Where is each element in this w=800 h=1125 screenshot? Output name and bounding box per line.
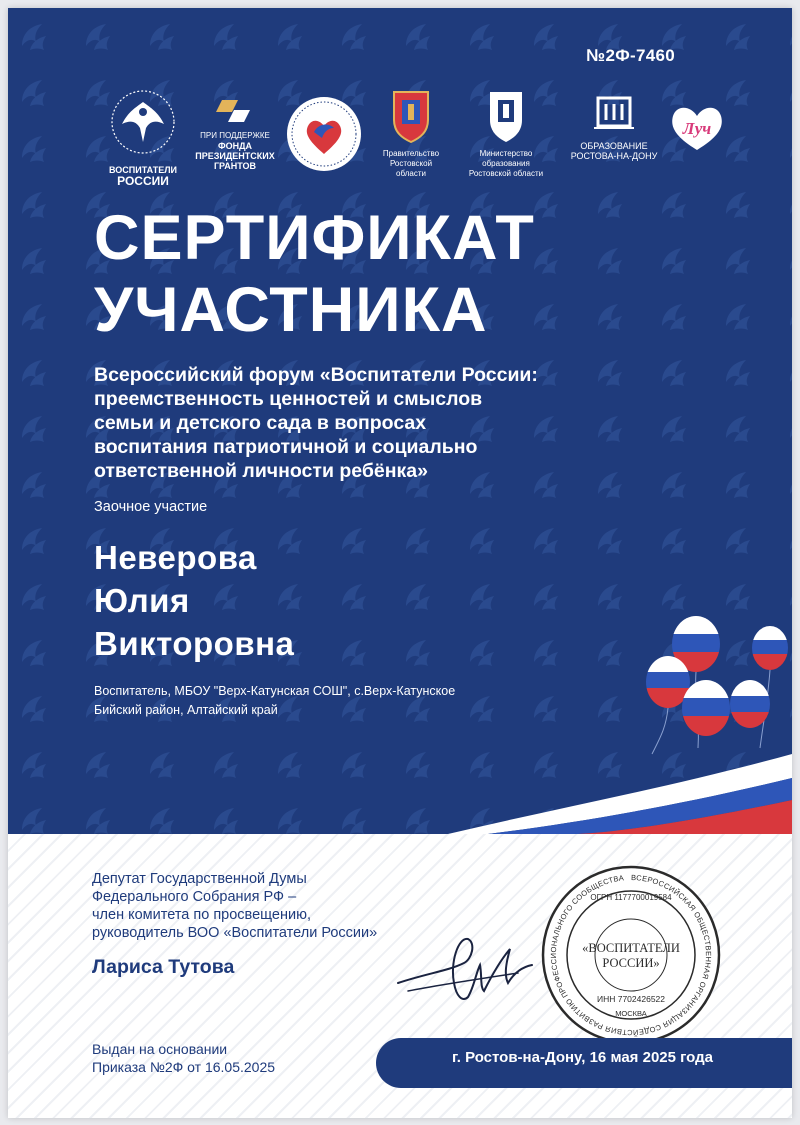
participant-name [94, 536, 294, 665]
participant-first-name: Юлия [94, 582, 190, 619]
forum-name [94, 363, 694, 483]
forum-line5: ответственной личности ребёнка» [94, 460, 428, 482]
issue-basis [92, 1040, 275, 1076]
ministry-of-education-logo [456, 86, 556, 179]
participant-surname: Неверова [94, 539, 257, 576]
presidential-grants-logo [192, 96, 278, 171]
ministry-line3: Ростовской области [468, 169, 544, 178]
certificate-page [8, 8, 792, 1118]
deputy-line2: Федерального Собрания РФ – [92, 889, 297, 905]
deputy-line4: руководитель ВОО «Воспитатели России» [92, 925, 378, 941]
luch-logo [663, 100, 731, 159]
voo-caption-line2: РОССИИ [117, 174, 169, 188]
luch-heart-icon [663, 100, 731, 154]
official-stamp [536, 860, 726, 1050]
voo-logo [100, 88, 186, 188]
balloons-illustration [638, 608, 792, 758]
education-book-icon [568, 92, 660, 136]
certificate-title [94, 202, 535, 346]
position-line2: Бийский район, Алтайский край [94, 703, 278, 717]
forum-line1: Всероссийский форум «Воспитатели России: [94, 364, 538, 386]
certificate-number: №2Ф-7460 [586, 46, 675, 65]
rostov-coat-of-arms-icon [372, 86, 450, 144]
voo-caption-line1: ВОСПИТАТЕЛИ [109, 165, 177, 175]
basis-line1: Выдан на основании [92, 1041, 228, 1057]
title-line2: УЧАСТНИКА [94, 275, 488, 345]
ministry-line1: Министерство [479, 149, 533, 158]
participation-type: Заочное участие [94, 499, 208, 515]
forum-line3: семьи и детского сада в вопросах [94, 412, 427, 434]
participant-patronymic: Викторовна [94, 625, 295, 662]
education-rostov-logo [568, 92, 660, 161]
luch-logo-text: Луч [682, 119, 712, 138]
participant-position [94, 682, 534, 720]
government-line1: Правительство [382, 149, 440, 158]
ministry-line2: образования [482, 159, 530, 168]
balloon-icon [728, 678, 772, 730]
education-line1: ОБРАЗОВАНИЕ [580, 141, 648, 151]
fund-line1: ПРИ ПОДДЕРЖКЕ [200, 131, 270, 140]
fund-line3: ПРЕЗИДЕНТСКИХ [195, 151, 275, 161]
ministry-coat-of-arms-icon [456, 86, 556, 144]
government-line3: области [396, 169, 426, 178]
deputy-line3: член комитета по просвещению, [92, 907, 312, 923]
forum-line4: воспитания патриотичной и социально [94, 436, 478, 458]
russian-flag-wave [448, 738, 792, 834]
grants-fund-icon [192, 96, 278, 126]
deputy-title [92, 870, 377, 942]
rostov-government-logo [372, 86, 450, 179]
voo-emblem-icon [100, 88, 186, 160]
position-line1: Воспитатель, МБОУ "Верх-Катунская СОШ", с.Верх-Катунское [94, 684, 456, 698]
stamp-ring-text: ВСЕРОССИЙСКАЯ ОБЩЕСТВЕННАЯ ОРГАНИЗАЦИЯ СОДЕЙСТВИЯ РАЗВИТИЮ ПРОФЕССИОНАЛЬНОГО СООБЩЕСТВА [548, 872, 713, 1038]
government-line2: Ростовской [389, 159, 433, 168]
heart-circle-logo [284, 94, 364, 179]
stamp-inn: ИНН 7702426522 [596, 994, 666, 1004]
signer-name: Лариса Тутова [92, 956, 235, 978]
stamp-city: МОСКВА [615, 1009, 647, 1018]
stamp-center-line1: «ВОСПИТАТЕЛИ [582, 941, 680, 955]
title-line1: СЕРТИФИКАТ [94, 203, 535, 273]
stamp-center-line2: РОССИИ» [602, 956, 660, 970]
deputy-line1: Депутат Государственной Думы [92, 871, 307, 887]
basis-line2: Приказа №2Ф от 16.05.2025 [92, 1059, 276, 1075]
fund-line4: ГРАНТОВ [213, 161, 257, 171]
certificate-header-panel [8, 8, 792, 834]
education-line2: РОСТОВА-НА-ДОНУ [570, 151, 658, 161]
handwritten-signature [388, 913, 538, 1013]
fund-line2: ФОНДА [217, 141, 253, 151]
heart-dove-icon [284, 94, 364, 174]
forum-line2: преемственность ценностей и смыслов [94, 388, 483, 410]
stamp-ogrn: ОГРН 1177700019584 [590, 893, 672, 902]
place-and-date: г. Ростов-на-Дону, 16 мая 2025 года [452, 1049, 714, 1066]
